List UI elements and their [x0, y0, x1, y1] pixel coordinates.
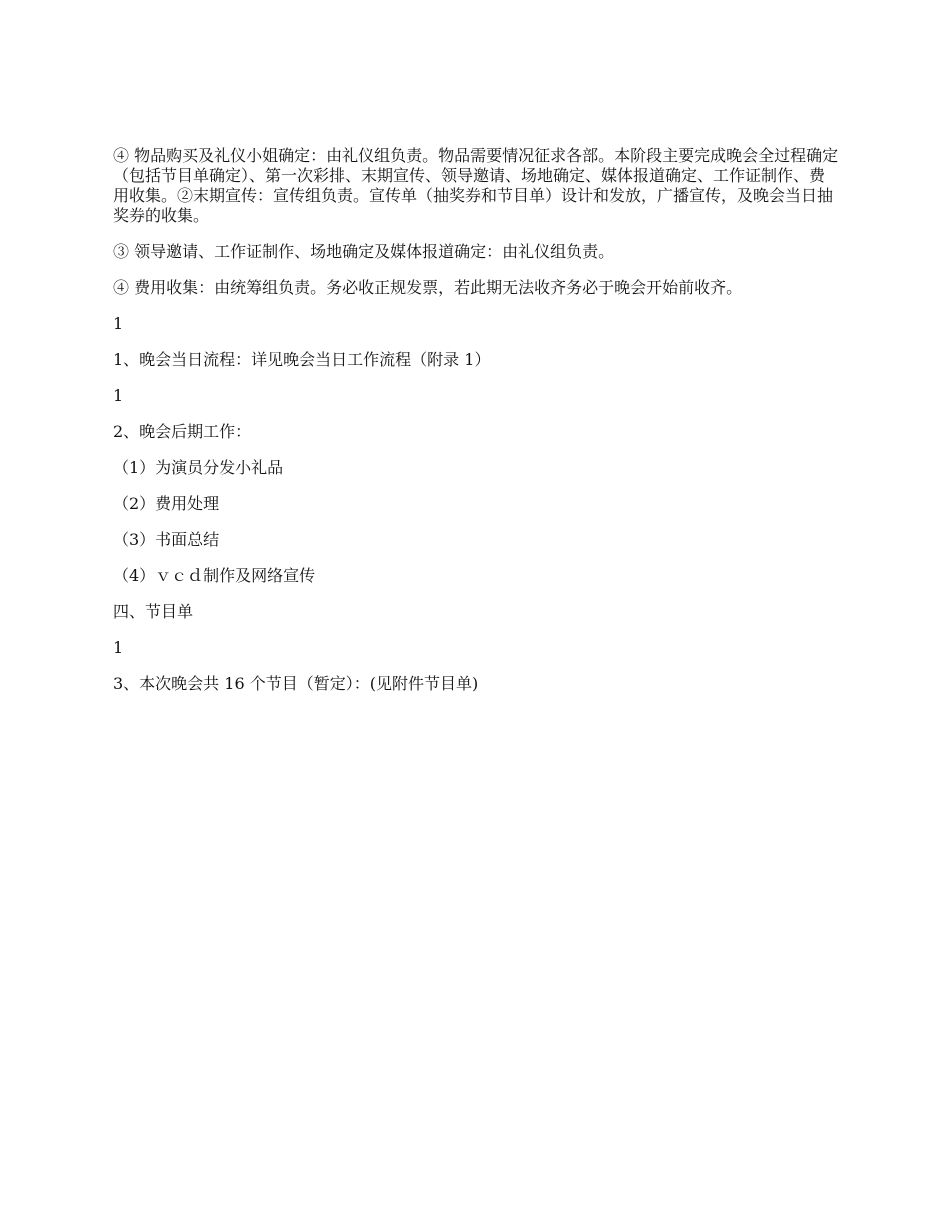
paragraph-number-1a: 1: [113, 314, 124, 333]
paragraph-number-1c: 1: [113, 638, 124, 657]
paragraph-fee-collection: ④ 费用收集：由统筹组负责。务必收正规发票，若此期无法收齐务必于晚会开始前收齐。: [113, 278, 743, 297]
paragraph-day-process: 1、晚会当日流程：详见晚会当日工作流程（附录 1）: [113, 350, 491, 369]
paragraph-leaders-and-venue: ③ 领导邀请、工作证制作、场地确定及媒体报道确定：由礼仪组负责。: [113, 242, 615, 261]
list-item-vcd: （4）ｖｃｄ制作及网络宣传: [113, 566, 316, 585]
paragraph-program-count: 3、本次晚会共 16 个节目（暂定）：(见附件节目单): [113, 674, 479, 693]
paragraph-number-1b: 1: [113, 386, 124, 405]
section-heading-program: 四、节目单: [113, 602, 194, 621]
list-item-summary: （3）书面总结: [113, 530, 220, 549]
paragraph-post-work-heading: 2、晚会后期工作：: [113, 422, 252, 441]
document-body: [113, 146, 840, 710]
list-item-gifts: （1）为演员分发小礼品: [113, 458, 284, 477]
list-item-fees: （2）费用处理: [113, 494, 220, 513]
paragraph-supplies-and-etiquette: ④ 物品购买及礼仪小姐确定：由礼仪组负责。物品需要情况征求各部。本阶段主要完成晚会全过程确定（包括节目单确定）、第一次彩排、末期宣传、领导邀请、场地确定、媒体报道确定、工作证制作、费用收集。②末期宣传：宣传组负责。宣传单（抽奖券和节目单）设计和发放，广播宣传，及晚会当日抽奖券的收集。: [113, 146, 839, 225]
